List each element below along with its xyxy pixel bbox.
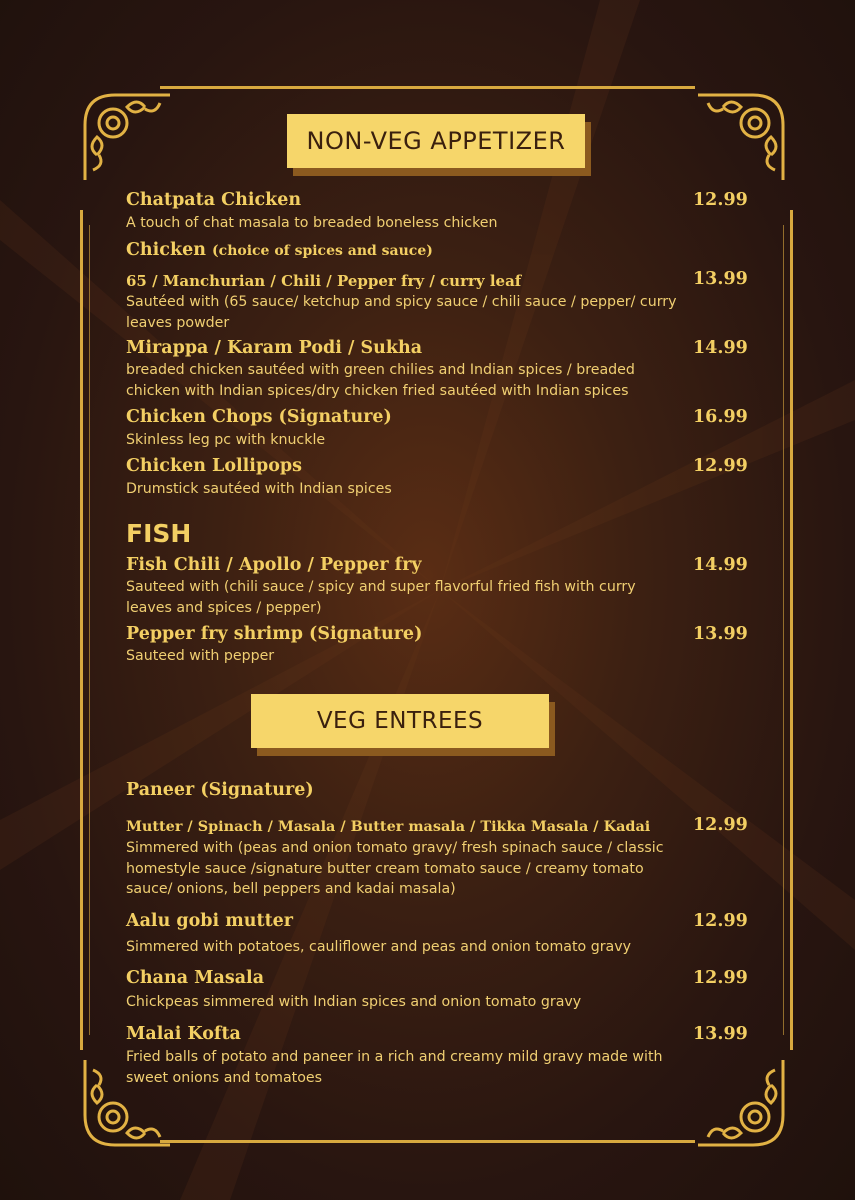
frame-inner-left-line <box>89 225 90 1035</box>
item-name-paneer-variants: Mutter / Spinach / Masala / Butter masala / Tikka Masala / Kadai <box>126 818 651 835</box>
fish-heading: FISH <box>126 519 192 548</box>
item-name-lollipops: Chicken Lollipops <box>126 456 302 476</box>
item-desc-fish-chili: Sauteed with (chili sauce / spicy and super flavorful fried fish with curry leaves and spices / pepper) <box>126 579 636 616</box>
item-name-shrimp: Pepper fry shrimp (Signature) <box>126 624 423 644</box>
item-name-chops: Chicken Chops (Signature) <box>126 407 392 427</box>
item-price-chana: 12.99 <box>693 968 748 988</box>
item-desc-chops: Skinless leg pc with knuckle <box>126 432 326 448</box>
corner-ornament-top-left <box>75 85 175 185</box>
item-desc-shrimp: Sauteed with pepper <box>126 648 275 664</box>
item-desc-paneer-variants: Simmered with (peas and onion tomato gravy/ fresh spinach sauce / classic homestyle sauce /signature butter cream tomato sauce / creamy tomato sauce/ onions, bell peppers and kadai masala) <box>126 840 664 897</box>
item-price-kofta: 13.99 <box>693 1024 748 1044</box>
item-desc-chana: Chickpeas simmered with Indian spices and onion tomato gravy <box>126 994 582 1010</box>
item-name-mirappa: Mirappa / Karam Podi / Sukha <box>126 338 423 358</box>
corner-ornament-bottom-right <box>693 1055 793 1155</box>
item-name-chicken65: 65 / Manchurian / Chili / Pepper fry / curry leaf <box>126 272 522 290</box>
item-name-kofta: Malai Kofta <box>126 1024 241 1044</box>
frame-inner-right-line <box>783 225 784 1035</box>
frame-right-line <box>790 210 793 1050</box>
chicken-group-heading <box>126 240 433 260</box>
item-desc-lollipops: Drumstick sautéed with Indian spices <box>126 481 392 497</box>
item-name-chana: Chana Masala <box>126 968 265 988</box>
item-name-fish-chili: Fish Chili / Apollo / Pepper fry <box>126 555 422 575</box>
item-price-shrimp: 13.99 <box>693 624 748 644</box>
chicken-group-note: (choice of spices and sauce) <box>212 243 433 259</box>
paneer-group-heading: Paneer (Signature) <box>126 780 314 800</box>
item-name-aalu: Aalu gobi mutter <box>126 911 294 931</box>
nonveg-heading-box <box>287 114 585 168</box>
item-price-mirappa: 14.99 <box>693 338 748 358</box>
item-desc-kofta: Fried balls of potato and paneer in a rich and creamy mild gravy made with sweet onions and tomatoes <box>126 1049 663 1086</box>
item-desc-chatpata: A touch of chat masala to breaded boneless chicken <box>126 215 498 231</box>
item-desc-chicken65: Sautéed with (65 sauce/ ketchup and spicy sauce / chili sauce / pepper/ curry leaves powder <box>126 294 677 331</box>
veg-heading: VEG ENTREES <box>316 708 484 734</box>
frame-bottom-line <box>160 1140 695 1143</box>
frame-left-line <box>80 210 83 1050</box>
veg-heading-box <box>251 694 549 748</box>
item-price-fish-chili: 14.99 <box>693 555 748 575</box>
chicken-group-name: Chicken <box>126 240 206 260</box>
item-price-paneer-variants: 12.99 <box>693 815 748 835</box>
item-desc-aalu: Simmered with potatoes, cauliflower and peas and onion tomato gravy <box>126 939 632 955</box>
item-price-chops: 16.99 <box>693 407 748 427</box>
item-price-aalu: 12.99 <box>693 911 748 931</box>
item-desc-mirappa: breaded chicken sautéed with green chilies and Indian spices / breaded chicken with Indian spices/dry chicken fried sautéed with Indian spices <box>126 362 635 399</box>
item-name-chatpata: Chatpata Chicken <box>126 190 302 210</box>
frame-top-line <box>160 86 695 89</box>
item-price-chatpata: 12.99 <box>693 190 748 210</box>
corner-ornament-top-right <box>693 85 793 185</box>
item-price-chicken65: 13.99 <box>693 269 748 289</box>
nonveg-heading: NON-VEG APPETIZER <box>306 127 566 155</box>
item-price-lollipops: 12.99 <box>693 456 748 476</box>
